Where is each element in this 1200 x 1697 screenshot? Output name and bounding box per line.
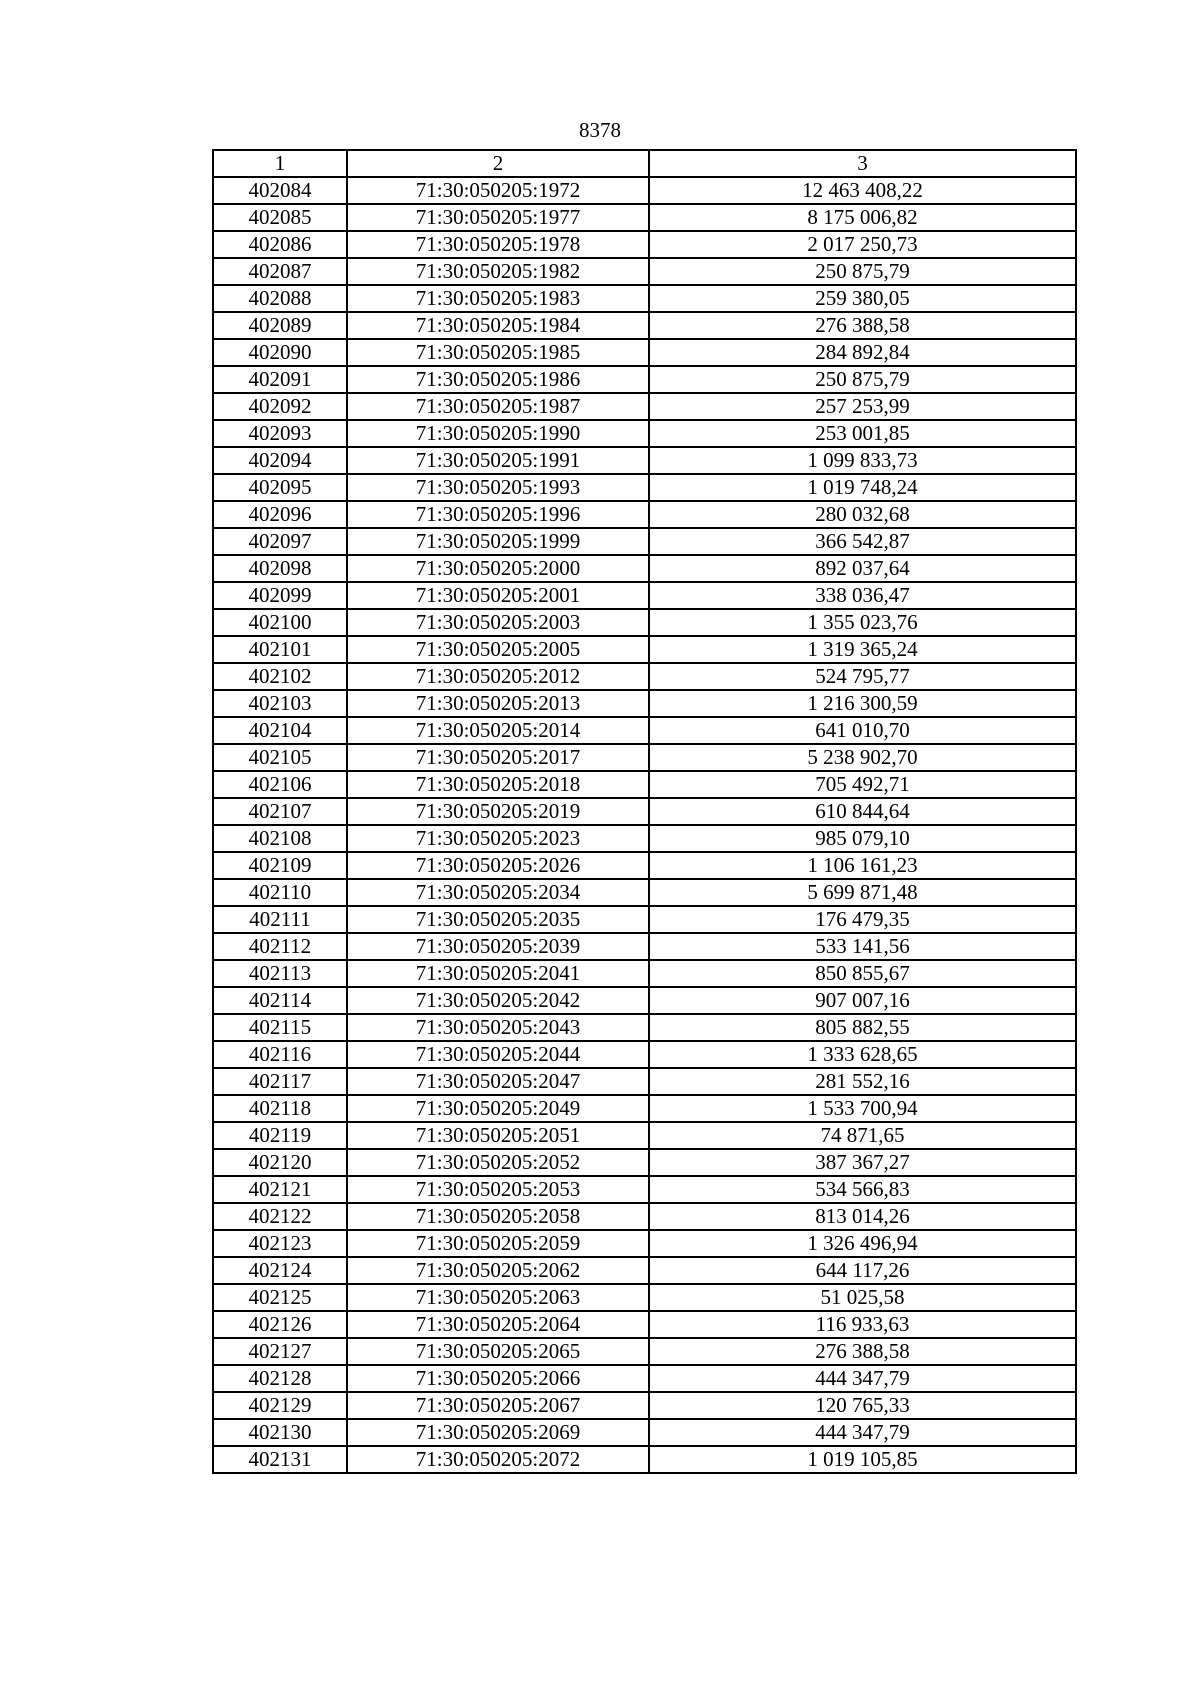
row-number-cell: 402089 [213,312,347,339]
table-row [213,987,1076,1014]
table-row [213,258,1076,285]
cadastral-number-cell: 71:30:050205:2039 [347,933,649,960]
cadastral-value-cell: 5 238 902,70 [649,744,1076,771]
cadastral-value-cell: 444 347,79 [649,1419,1076,1446]
cadastral-value-cell: 907 007,16 [649,987,1076,1014]
cadastral-number-cell: 71:30:050205:2042 [347,987,649,1014]
cadastral-number-cell: 71:30:050205:2052 [347,1149,649,1176]
cadastral-value-cell: 985 079,10 [649,825,1076,852]
cadastral-value-cell: 1 533 700,94 [649,1095,1076,1122]
row-number-cell: 402102 [213,663,347,690]
cadastral-number-cell: 71:30:050205:2023 [347,825,649,852]
cadastral-number-cell: 71:30:050205:1987 [347,393,649,420]
row-number-cell: 402125 [213,1284,347,1311]
cadastral-value-cell: 534 566,83 [649,1176,1076,1203]
table-row [213,960,1076,987]
cadastral-number-cell: 71:30:050205:2026 [347,852,649,879]
row-number-cell: 402093 [213,420,347,447]
cadastral-value-cell: 1 333 628,65 [649,1041,1076,1068]
cadastral-number-cell: 71:30:050205:1993 [347,474,649,501]
row-number-cell: 402128 [213,1365,347,1392]
cadastral-value-cell: 280 032,68 [649,501,1076,528]
table-row [213,1176,1076,1203]
cadastral-value-cell: 276 388,58 [649,1338,1076,1365]
cadastral-value-cell: 1 216 300,59 [649,690,1076,717]
table-row [213,501,1076,528]
row-number-cell: 402129 [213,1392,347,1419]
cadastral-value-cell: 284 892,84 [649,339,1076,366]
table-row [213,177,1076,204]
row-number-cell: 402108 [213,825,347,852]
cadastral-number-cell: 71:30:050205:2072 [347,1446,649,1473]
cadastral-number-cell: 71:30:050205:2003 [347,609,649,636]
cadastral-number-cell: 71:30:050205:2012 [347,663,649,690]
row-number-cell: 402110 [213,879,347,906]
row-number-cell: 402092 [213,393,347,420]
table-row [213,1014,1076,1041]
cadastral-value-cell: 1 355 023,76 [649,609,1076,636]
table-row [213,1419,1076,1446]
row-number-cell: 402103 [213,690,347,717]
cadastral-value-cell: 8 175 006,82 [649,204,1076,231]
row-number-cell: 402097 [213,528,347,555]
row-number-cell: 402124 [213,1257,347,1284]
cadastral-number-cell: 71:30:050205:2035 [347,906,649,933]
cadastral-number-cell: 71:30:050205:2053 [347,1176,649,1203]
table-row [213,420,1076,447]
table-row [213,204,1076,231]
cadastral-number-cell: 71:30:050205:2001 [347,582,649,609]
column-header-3: 3 [649,150,1076,177]
cadastral-number-cell: 71:30:050205:1977 [347,204,649,231]
cadastral-number-cell: 71:30:050205:2017 [347,744,649,771]
row-number-cell: 402090 [213,339,347,366]
row-number-cell: 402085 [213,204,347,231]
cadastral-number-cell: 71:30:050205:2014 [347,717,649,744]
row-number-cell: 402086 [213,231,347,258]
row-number-cell: 402105 [213,744,347,771]
table-row [213,636,1076,663]
row-number-cell: 402122 [213,1203,347,1230]
table-row [213,879,1076,906]
cadastral-value-cell: 12 463 408,22 [649,177,1076,204]
cadastral-number-cell: 71:30:050205:2059 [347,1230,649,1257]
table-row [213,717,1076,744]
cadastral-number-cell: 71:30:050205:1996 [347,501,649,528]
cadastral-number-cell: 71:30:050205:1984 [347,312,649,339]
cadastral-number-cell: 71:30:050205:2066 [347,1365,649,1392]
cadastral-value-cell: 281 552,16 [649,1068,1076,1095]
row-number-cell: 402115 [213,1014,347,1041]
cadastral-value-cell: 74 871,65 [649,1122,1076,1149]
table-row [213,663,1076,690]
table-row [213,312,1076,339]
table-row [213,1365,1076,1392]
row-number-cell: 402127 [213,1338,347,1365]
cadastral-value-cell: 1 319 365,24 [649,636,1076,663]
row-number-cell: 402084 [213,177,347,204]
cadastral-number-cell: 71:30:050205:2064 [347,1311,649,1338]
table-row [213,555,1076,582]
row-number-cell: 402106 [213,771,347,798]
row-number-cell: 402130 [213,1419,347,1446]
row-number-cell: 402118 [213,1095,347,1122]
table-row [213,447,1076,474]
row-number-cell: 402114 [213,987,347,1014]
row-number-cell: 402087 [213,258,347,285]
cadastral-number-cell: 71:30:050205:2034 [347,879,649,906]
row-number-cell: 402094 [213,447,347,474]
cadastral-value-cell: 524 795,77 [649,663,1076,690]
row-number-cell: 402101 [213,636,347,663]
cadastral-value-cell: 338 036,47 [649,582,1076,609]
row-number-cell: 402113 [213,960,347,987]
table-header-row [213,150,1076,177]
cadastral-number-cell: 71:30:050205:2044 [347,1041,649,1068]
cadastral-number-cell: 71:30:050205:2041 [347,960,649,987]
cadastral-number-cell: 71:30:050205:1985 [347,339,649,366]
table-row [213,1257,1076,1284]
cadastral-number-cell: 71:30:050205:2051 [347,1122,649,1149]
row-number-cell: 402116 [213,1041,347,1068]
table-row [213,474,1076,501]
cadastral-number-cell: 71:30:050205:2049 [347,1095,649,1122]
cadastral-value-cell: 1 019 748,24 [649,474,1076,501]
column-header-1: 1 [213,150,347,177]
table-row [213,798,1076,825]
table-row [213,1446,1076,1473]
table-row [213,1068,1076,1095]
cadastral-value-cell: 250 875,79 [649,258,1076,285]
row-number-cell: 402100 [213,609,347,636]
cadastral-number-cell: 71:30:050205:2000 [347,555,649,582]
cadastral-value-table [212,149,1077,1474]
cadastral-number-cell: 71:30:050205:2013 [347,690,649,717]
table-row [213,933,1076,960]
cadastral-value-cell: 1 019 105,85 [649,1446,1076,1473]
cadastral-value-cell: 1 106 161,23 [649,852,1076,879]
row-number-cell: 402088 [213,285,347,312]
table-row [213,1392,1076,1419]
cadastral-number-cell: 71:30:050205:2058 [347,1203,649,1230]
table-row [213,744,1076,771]
cadastral-value-cell: 805 882,55 [649,1014,1076,1041]
cadastral-number-cell: 71:30:050205:1986 [347,366,649,393]
cadastral-value-cell: 120 765,33 [649,1392,1076,1419]
cadastral-number-cell: 71:30:050205:1999 [347,528,649,555]
table-body [213,150,1076,1473]
cadastral-value-cell: 2 017 250,73 [649,231,1076,258]
cadastral-number-cell: 71:30:050205:1972 [347,177,649,204]
table-row [213,366,1076,393]
table-row [213,285,1076,312]
row-number-cell: 402111 [213,906,347,933]
cadastral-value-cell: 644 117,26 [649,1257,1076,1284]
cadastral-number-cell: 71:30:050205:2005 [347,636,649,663]
cadastral-number-cell: 71:30:050205:2069 [347,1419,649,1446]
table-row [213,609,1076,636]
table-row [213,393,1076,420]
cadastral-value-cell: 276 388,58 [649,312,1076,339]
cadastral-value-cell: 705 492,71 [649,771,1076,798]
cadastral-value-cell: 253 001,85 [649,420,1076,447]
cadastral-number-cell: 71:30:050205:1990 [347,420,649,447]
cadastral-number-cell: 71:30:050205:1982 [347,258,649,285]
cadastral-number-cell: 71:30:050205:2062 [347,1257,649,1284]
row-number-cell: 402117 [213,1068,347,1095]
page-number: 8378 [579,118,621,142]
cadastral-number-cell: 71:30:050205:2018 [347,771,649,798]
table-row [213,582,1076,609]
cadastral-number-cell: 71:30:050205:2043 [347,1014,649,1041]
table-row [213,231,1076,258]
cadastral-number-cell: 71:30:050205:2063 [347,1284,649,1311]
table-row [213,1230,1076,1257]
table-row [213,339,1076,366]
cadastral-value-cell: 250 875,79 [649,366,1076,393]
table-row [213,852,1076,879]
row-number-cell: 402091 [213,366,347,393]
row-number-cell: 402121 [213,1176,347,1203]
row-number-cell: 402123 [213,1230,347,1257]
row-number-cell: 402126 [213,1311,347,1338]
row-number-cell: 402096 [213,501,347,528]
table-row [213,1095,1076,1122]
cadastral-number-cell: 71:30:050205:1978 [347,231,649,258]
row-number-cell: 402112 [213,933,347,960]
cadastral-value-cell: 51 025,58 [649,1284,1076,1311]
row-number-cell: 402131 [213,1446,347,1473]
row-number-cell: 402104 [213,717,347,744]
table-row [213,1338,1076,1365]
table-row [213,528,1076,555]
cadastral-value-cell: 1 099 833,73 [649,447,1076,474]
cadastral-value-cell: 641 010,70 [649,717,1076,744]
cadastral-value-cell: 813 014,26 [649,1203,1076,1230]
table-row [213,1122,1076,1149]
cadastral-number-cell: 71:30:050205:2065 [347,1338,649,1365]
cadastral-number-cell: 71:30:050205:1983 [347,285,649,312]
cadastral-value-cell: 892 037,64 [649,555,1076,582]
cadastral-value-cell: 366 542,87 [649,528,1076,555]
cadastral-number-cell: 71:30:050205:2019 [347,798,649,825]
cadastral-value-cell: 176 479,35 [649,906,1076,933]
table-row [213,906,1076,933]
table-row [213,825,1076,852]
cadastral-value-cell: 610 844,64 [649,798,1076,825]
row-number-cell: 402098 [213,555,347,582]
cadastral-number-cell: 71:30:050205:2067 [347,1392,649,1419]
table-row [213,1041,1076,1068]
cadastral-number-cell: 71:30:050205:1991 [347,447,649,474]
table-row [213,1203,1076,1230]
cadastral-value-cell: 387 367,27 [649,1149,1076,1176]
cadastral-number-cell: 71:30:050205:2047 [347,1068,649,1095]
cadastral-value-cell: 5 699 871,48 [649,879,1076,906]
row-number-cell: 402107 [213,798,347,825]
cadastral-value-cell: 257 253,99 [649,393,1076,420]
table-row [213,690,1076,717]
row-number-cell: 402109 [213,852,347,879]
row-number-cell: 402099 [213,582,347,609]
cadastral-value-cell: 1 326 496,94 [649,1230,1076,1257]
column-header-2: 2 [347,150,649,177]
row-number-cell: 402095 [213,474,347,501]
table-row [213,1284,1076,1311]
cadastral-value-cell: 444 347,79 [649,1365,1076,1392]
cadastral-value-cell: 259 380,05 [649,285,1076,312]
table-row [213,1149,1076,1176]
table-row [213,771,1076,798]
cadastral-value-cell: 116 933,63 [649,1311,1076,1338]
row-number-cell: 402119 [213,1122,347,1149]
row-number-cell: 402120 [213,1149,347,1176]
table-row [213,1311,1076,1338]
cadastral-value-cell: 533 141,56 [649,933,1076,960]
cadastral-value-cell: 850 855,67 [649,960,1076,987]
